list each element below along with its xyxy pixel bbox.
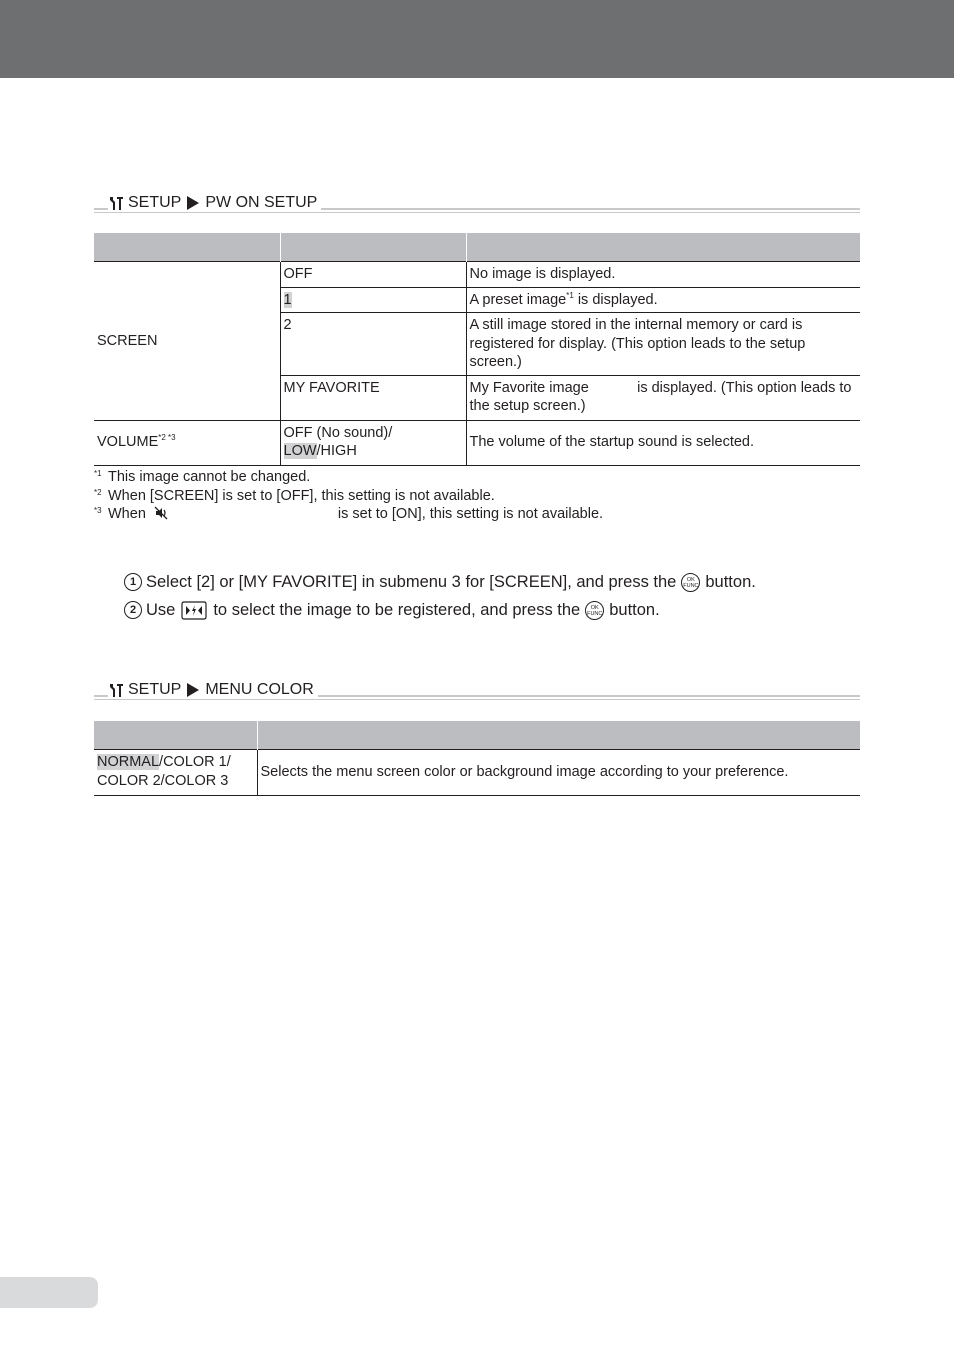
footnote xyxy=(94,505,603,524)
footnote-text: When xyxy=(108,506,146,522)
volume-label: VOLUME xyxy=(97,434,159,451)
header-cell xyxy=(257,721,860,750)
heading-rule xyxy=(94,699,860,700)
section-heading-menu-color xyxy=(94,681,860,703)
step-text: Select [2] or [MY FAVORITE] in submenu 3 for [SCREEN], and press the xyxy=(146,573,677,591)
func-label: FUNC xyxy=(587,610,603,617)
screen-label: SCREEN xyxy=(97,332,158,349)
description-cell xyxy=(466,287,860,313)
table-header-row xyxy=(94,233,860,262)
description-cell: A still image stored in the internal memory or card is registered for display. (This option leads to the setup screen.) xyxy=(466,313,860,376)
menu-path xyxy=(108,681,318,699)
header-cell xyxy=(280,233,466,262)
instruction-steps xyxy=(124,568,756,624)
option-cell xyxy=(94,750,257,796)
description-cell: My Favorite image is displayed. (This option leads to the setup screen.) xyxy=(466,375,860,420)
header-cell xyxy=(94,233,280,262)
func-label: FUNC xyxy=(683,582,699,589)
page-number-tab xyxy=(0,1277,98,1308)
header-cell xyxy=(466,233,860,262)
step-text: button. xyxy=(705,573,756,591)
step-text: Use xyxy=(146,601,176,619)
default-option-highlight: NORMAL xyxy=(97,754,160,770)
ok-func-button-icon xyxy=(681,573,700,592)
footnote-text: This image cannot be changed. xyxy=(108,469,311,485)
option-cell: MY FAVORITE xyxy=(280,375,466,420)
footnote-text: When [SCREEN] is set to [OFF], this setting is not available. xyxy=(108,487,495,504)
footnote-ref: *1 xyxy=(566,290,574,300)
setup-wrench-icon xyxy=(108,195,124,211)
step-number: 2 xyxy=(124,601,142,619)
step-text: button. xyxy=(609,601,660,619)
setup-wrench-icon xyxy=(108,682,124,698)
path-menu-color: MENU COLOR xyxy=(205,681,314,698)
right-triangle-icon xyxy=(187,196,199,210)
section-heading-pw-on-setup xyxy=(94,194,860,216)
footnote-ref: *2 *3 xyxy=(158,433,176,443)
footnote xyxy=(94,468,603,487)
option-cell xyxy=(280,420,466,465)
menu-color-table xyxy=(94,721,860,796)
default-option-highlight: 1 xyxy=(283,291,292,308)
footnote-mark: *3 xyxy=(94,506,102,515)
option-cell: OFF xyxy=(280,262,466,288)
footnote-mark: *1 xyxy=(94,469,102,478)
submenu-screen xyxy=(94,262,280,421)
step-number: 1 xyxy=(124,573,142,591)
step-2 xyxy=(124,596,756,624)
option-cell xyxy=(280,287,466,313)
desc-text: is displayed. xyxy=(573,291,658,308)
option-text: /COLOR 1/ xyxy=(159,754,231,770)
menu-path xyxy=(108,194,321,212)
option-text: /HIGH xyxy=(316,443,357,459)
ok-label: OK xyxy=(590,604,599,611)
footnotes xyxy=(94,468,603,524)
mute-speaker-icon xyxy=(154,506,168,520)
option-cell: 2 xyxy=(280,313,466,376)
right-triangle-icon xyxy=(187,683,199,697)
header-bar xyxy=(0,0,954,78)
pw-on-setup-table xyxy=(94,233,860,466)
submenu-volume xyxy=(94,420,280,465)
option-text: COLOR 2/COLOR 3 xyxy=(97,772,229,789)
path-setup: SETUP xyxy=(128,681,182,698)
path-pw-on-setup: PW ON SETUP xyxy=(205,194,318,211)
footnote-text: is set to [ON], this setting is not available. xyxy=(337,506,604,522)
default-option-highlight: LOW xyxy=(283,443,317,459)
path-setup: SETUP xyxy=(128,194,182,211)
table-row xyxy=(94,262,860,288)
desc-text: A preset image xyxy=(469,291,567,308)
option-text: OFF (No sound)/ xyxy=(283,424,393,441)
footnote xyxy=(94,487,603,506)
ok-func-button-icon xyxy=(585,601,604,620)
footnote-mark: *2 xyxy=(94,487,102,497)
step-1 xyxy=(124,568,756,596)
heading-rule xyxy=(94,212,860,213)
header-cell xyxy=(94,721,257,750)
description-cell: Selects the menu screen color or background image according to your preference. xyxy=(257,750,860,796)
table-row xyxy=(94,750,860,796)
step-text: to select the image to be registered, and press the xyxy=(213,601,581,619)
table-header-row xyxy=(94,721,860,750)
ok-label: OK xyxy=(686,576,695,583)
description-cell: No image is displayed. xyxy=(466,262,860,288)
arrow-pad-left-right-icon xyxy=(180,601,208,620)
description-cell: The volume of the startup sound is selected. xyxy=(466,420,860,465)
table-row xyxy=(94,420,860,465)
